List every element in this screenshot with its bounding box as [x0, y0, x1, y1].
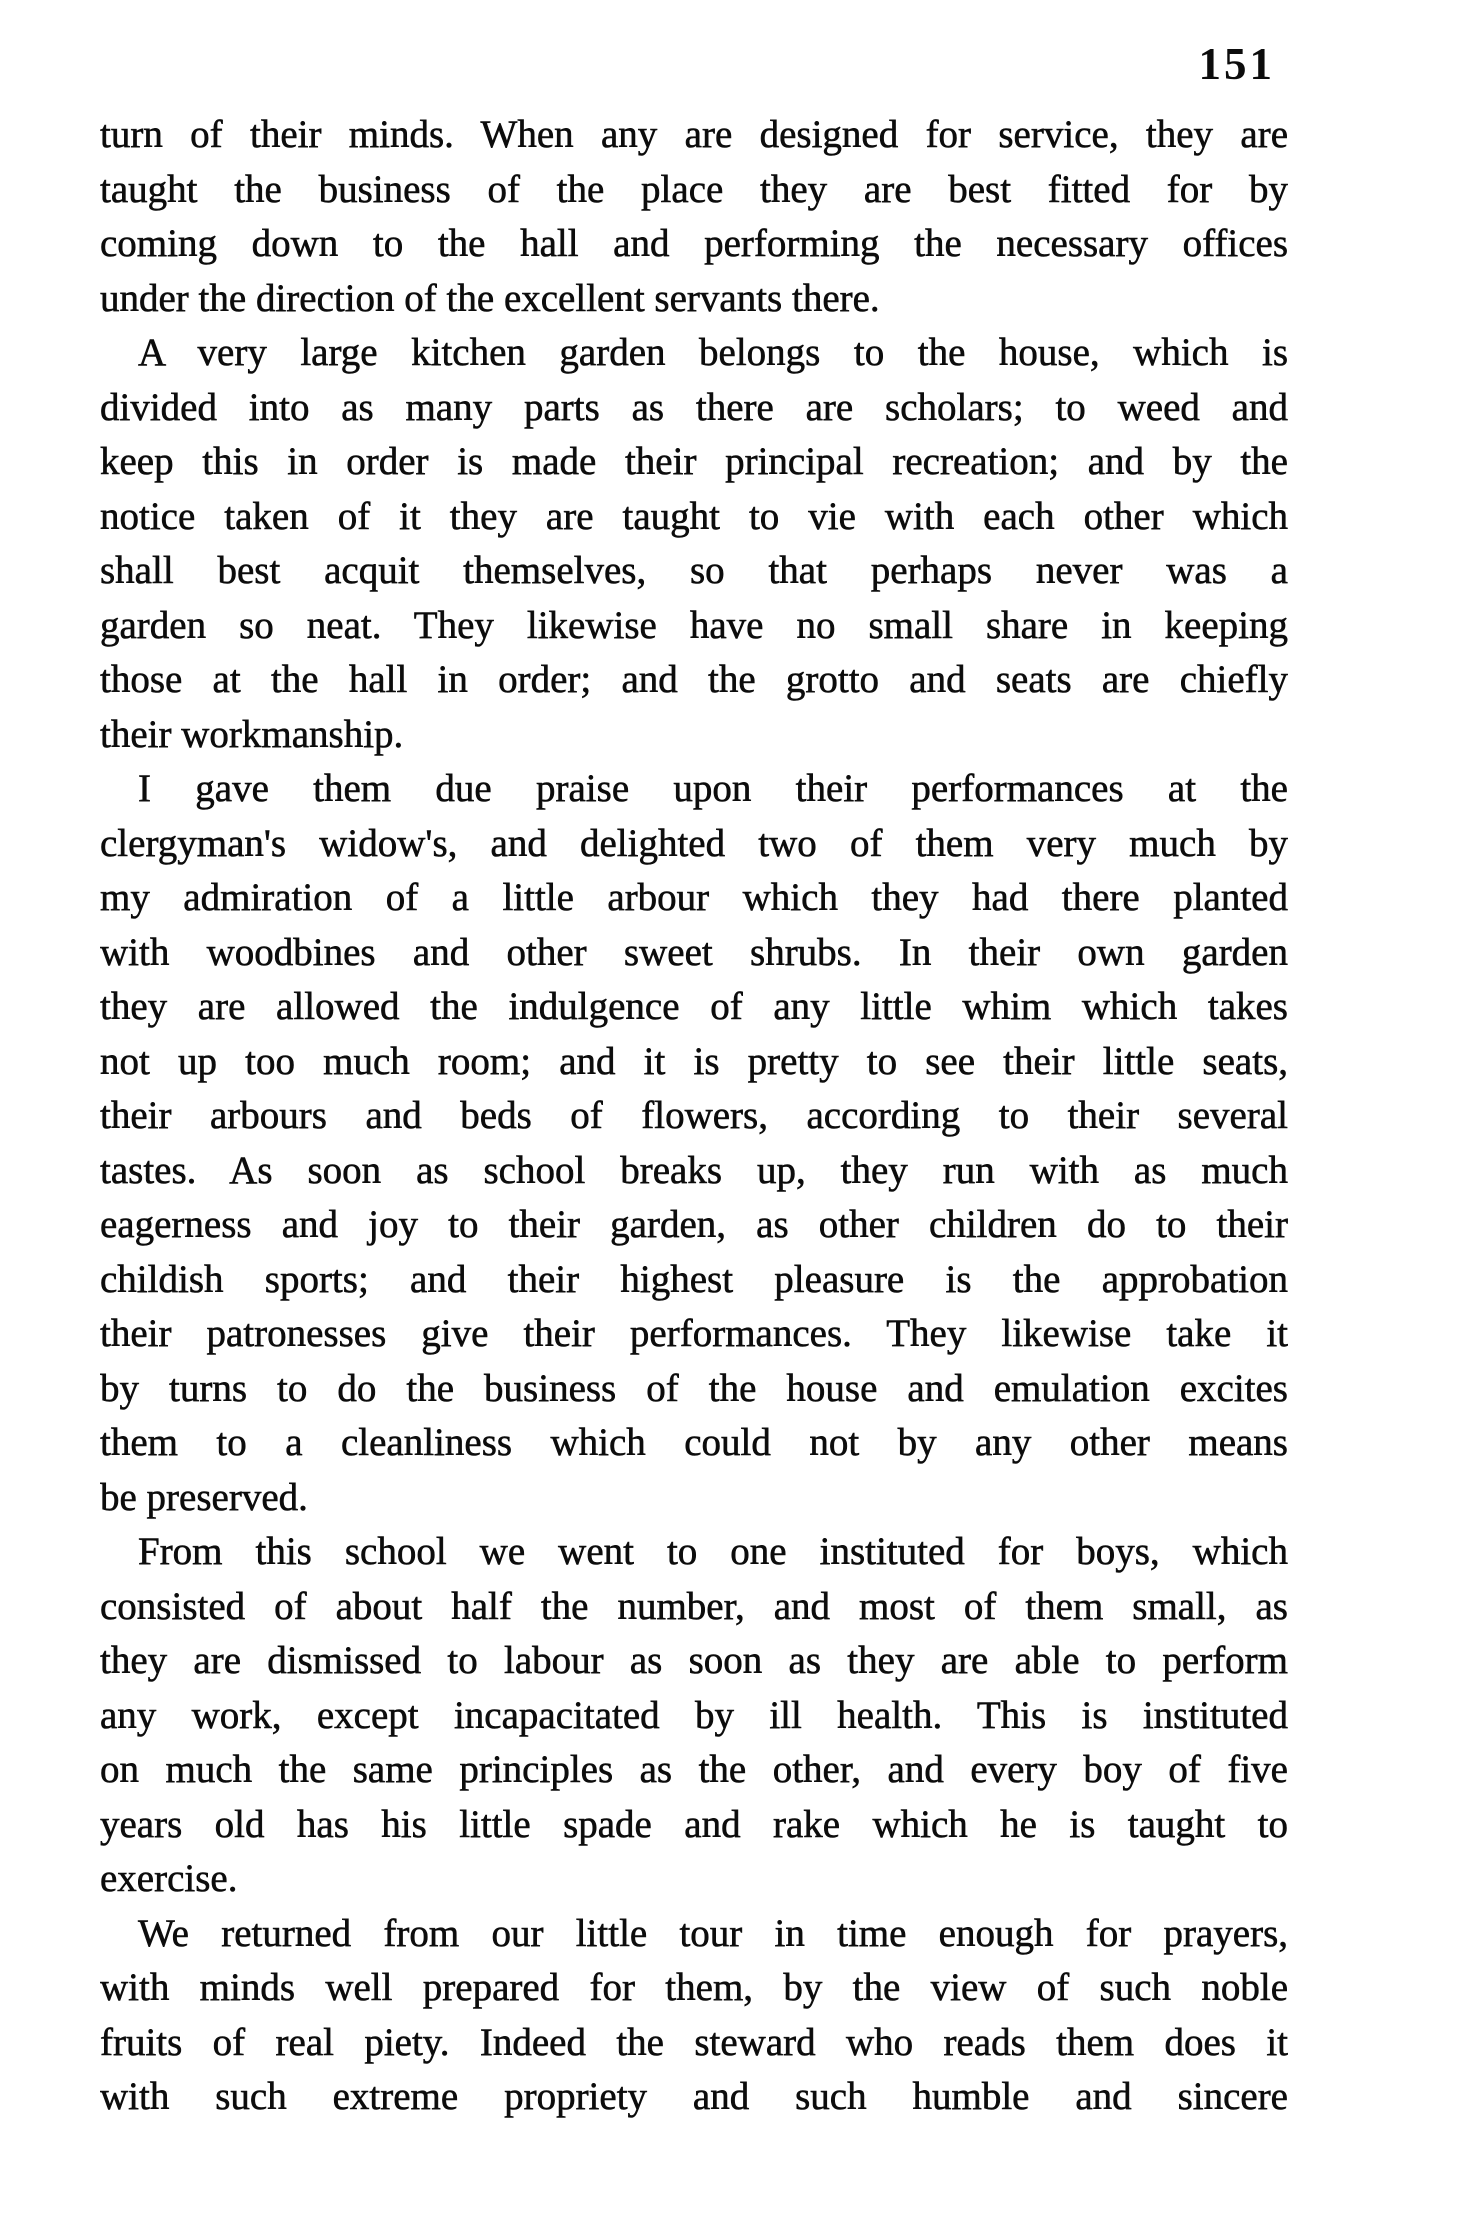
text-line: they are dismissed to labour as soon as they are able to perform — [100, 1639, 1288, 1682]
text-line: by turns to do the business of the house and emulation excites — [100, 1366, 1288, 1410]
text-line: childish sports; and their highest pleasure is the approbation — [100, 1257, 1288, 1301]
text-line: garden so neat. They likewise have no small share in keeping — [100, 603, 1288, 647]
text-line: be preserved. — [100, 1475, 308, 1519]
text-line: my admiration of a little arbour which they had there planted — [100, 876, 1288, 919]
text-line: clergyman's widow's, and delighted two of them very much by — [100, 821, 1288, 865]
text-line: with such extreme propriety and such humble and sincere — [100, 2075, 1288, 2118]
text-line: their arbours and beds of flowers, according to their several — [100, 1094, 1288, 1137]
text-line: A very large kitchen garden belongs to the house, which is — [138, 331, 1288, 374]
text-line: divided into as many parts as there are scholars; to weed and — [100, 385, 1288, 429]
text-line: exercise. — [100, 1857, 238, 1900]
text-line: them to a cleanliness which could not by any other means — [100, 1421, 1288, 1464]
text-line: We returned from our little tour in time enough for prayers, — [138, 1911, 1288, 1955]
text-line: years old has his little spade and rake which he is taught to — [100, 1802, 1288, 1846]
page-number: 151 — [1198, 39, 1275, 89]
text-line: their workmanship. — [100, 712, 404, 756]
text-line: keep this in order is made their principal recreation; and by the — [100, 440, 1288, 483]
text-line: turn of their minds. When any are designed for service, they are — [100, 113, 1288, 156]
text-line: notice taken of it they are taught to vie with each other which — [100, 494, 1288, 538]
text-line: with minds well prepared for them, by the view of such noble — [100, 1966, 1288, 2009]
text-line: I gave them due praise upon their performances at the — [138, 767, 1288, 810]
text-line: their patronesses give their performances. They likewise take it — [100, 1312, 1288, 1355]
text-line: on much the same principles as the other, and every boy of five — [100, 1748, 1288, 1791]
text-line: consisted of about half the number, and most of them small, as — [100, 1584, 1288, 1628]
text-line: eagerness and joy to their garden, as other children do to their — [100, 1203, 1288, 1246]
text-line: From this school we went to one instituted for boys, which — [138, 1530, 1288, 1573]
text-line: those at the hall in order; and the grotto and seats are chiefly — [100, 658, 1288, 701]
text-line: coming down to the hall and performing the necessary offices — [100, 222, 1288, 265]
text-line: tastes. As soon as school breaks up, they run with as much — [100, 1148, 1288, 1192]
text-line: taught the business of the place they are best fitted for by — [100, 167, 1288, 211]
text-block — [100, 108, 1288, 2125]
text-line: not up too much room; and it is pretty to see their little seats, — [100, 1039, 1288, 1083]
text-line: any work, except incapacitated by ill health. This is instituted — [100, 1693, 1288, 1737]
text-line: shall best acquit themselves, so that perhaps never was a — [100, 549, 1288, 592]
text-line: fruits of real piety. Indeed the steward who reads them does it — [100, 2020, 1288, 2064]
text-line: they are allowed the indulgence of any little whim which takes — [100, 985, 1288, 1028]
text-line: with woodbines and other sweet shrubs. In their own garden — [100, 930, 1288, 974]
text-line: under the direction of the excellent servants there. — [100, 276, 880, 320]
